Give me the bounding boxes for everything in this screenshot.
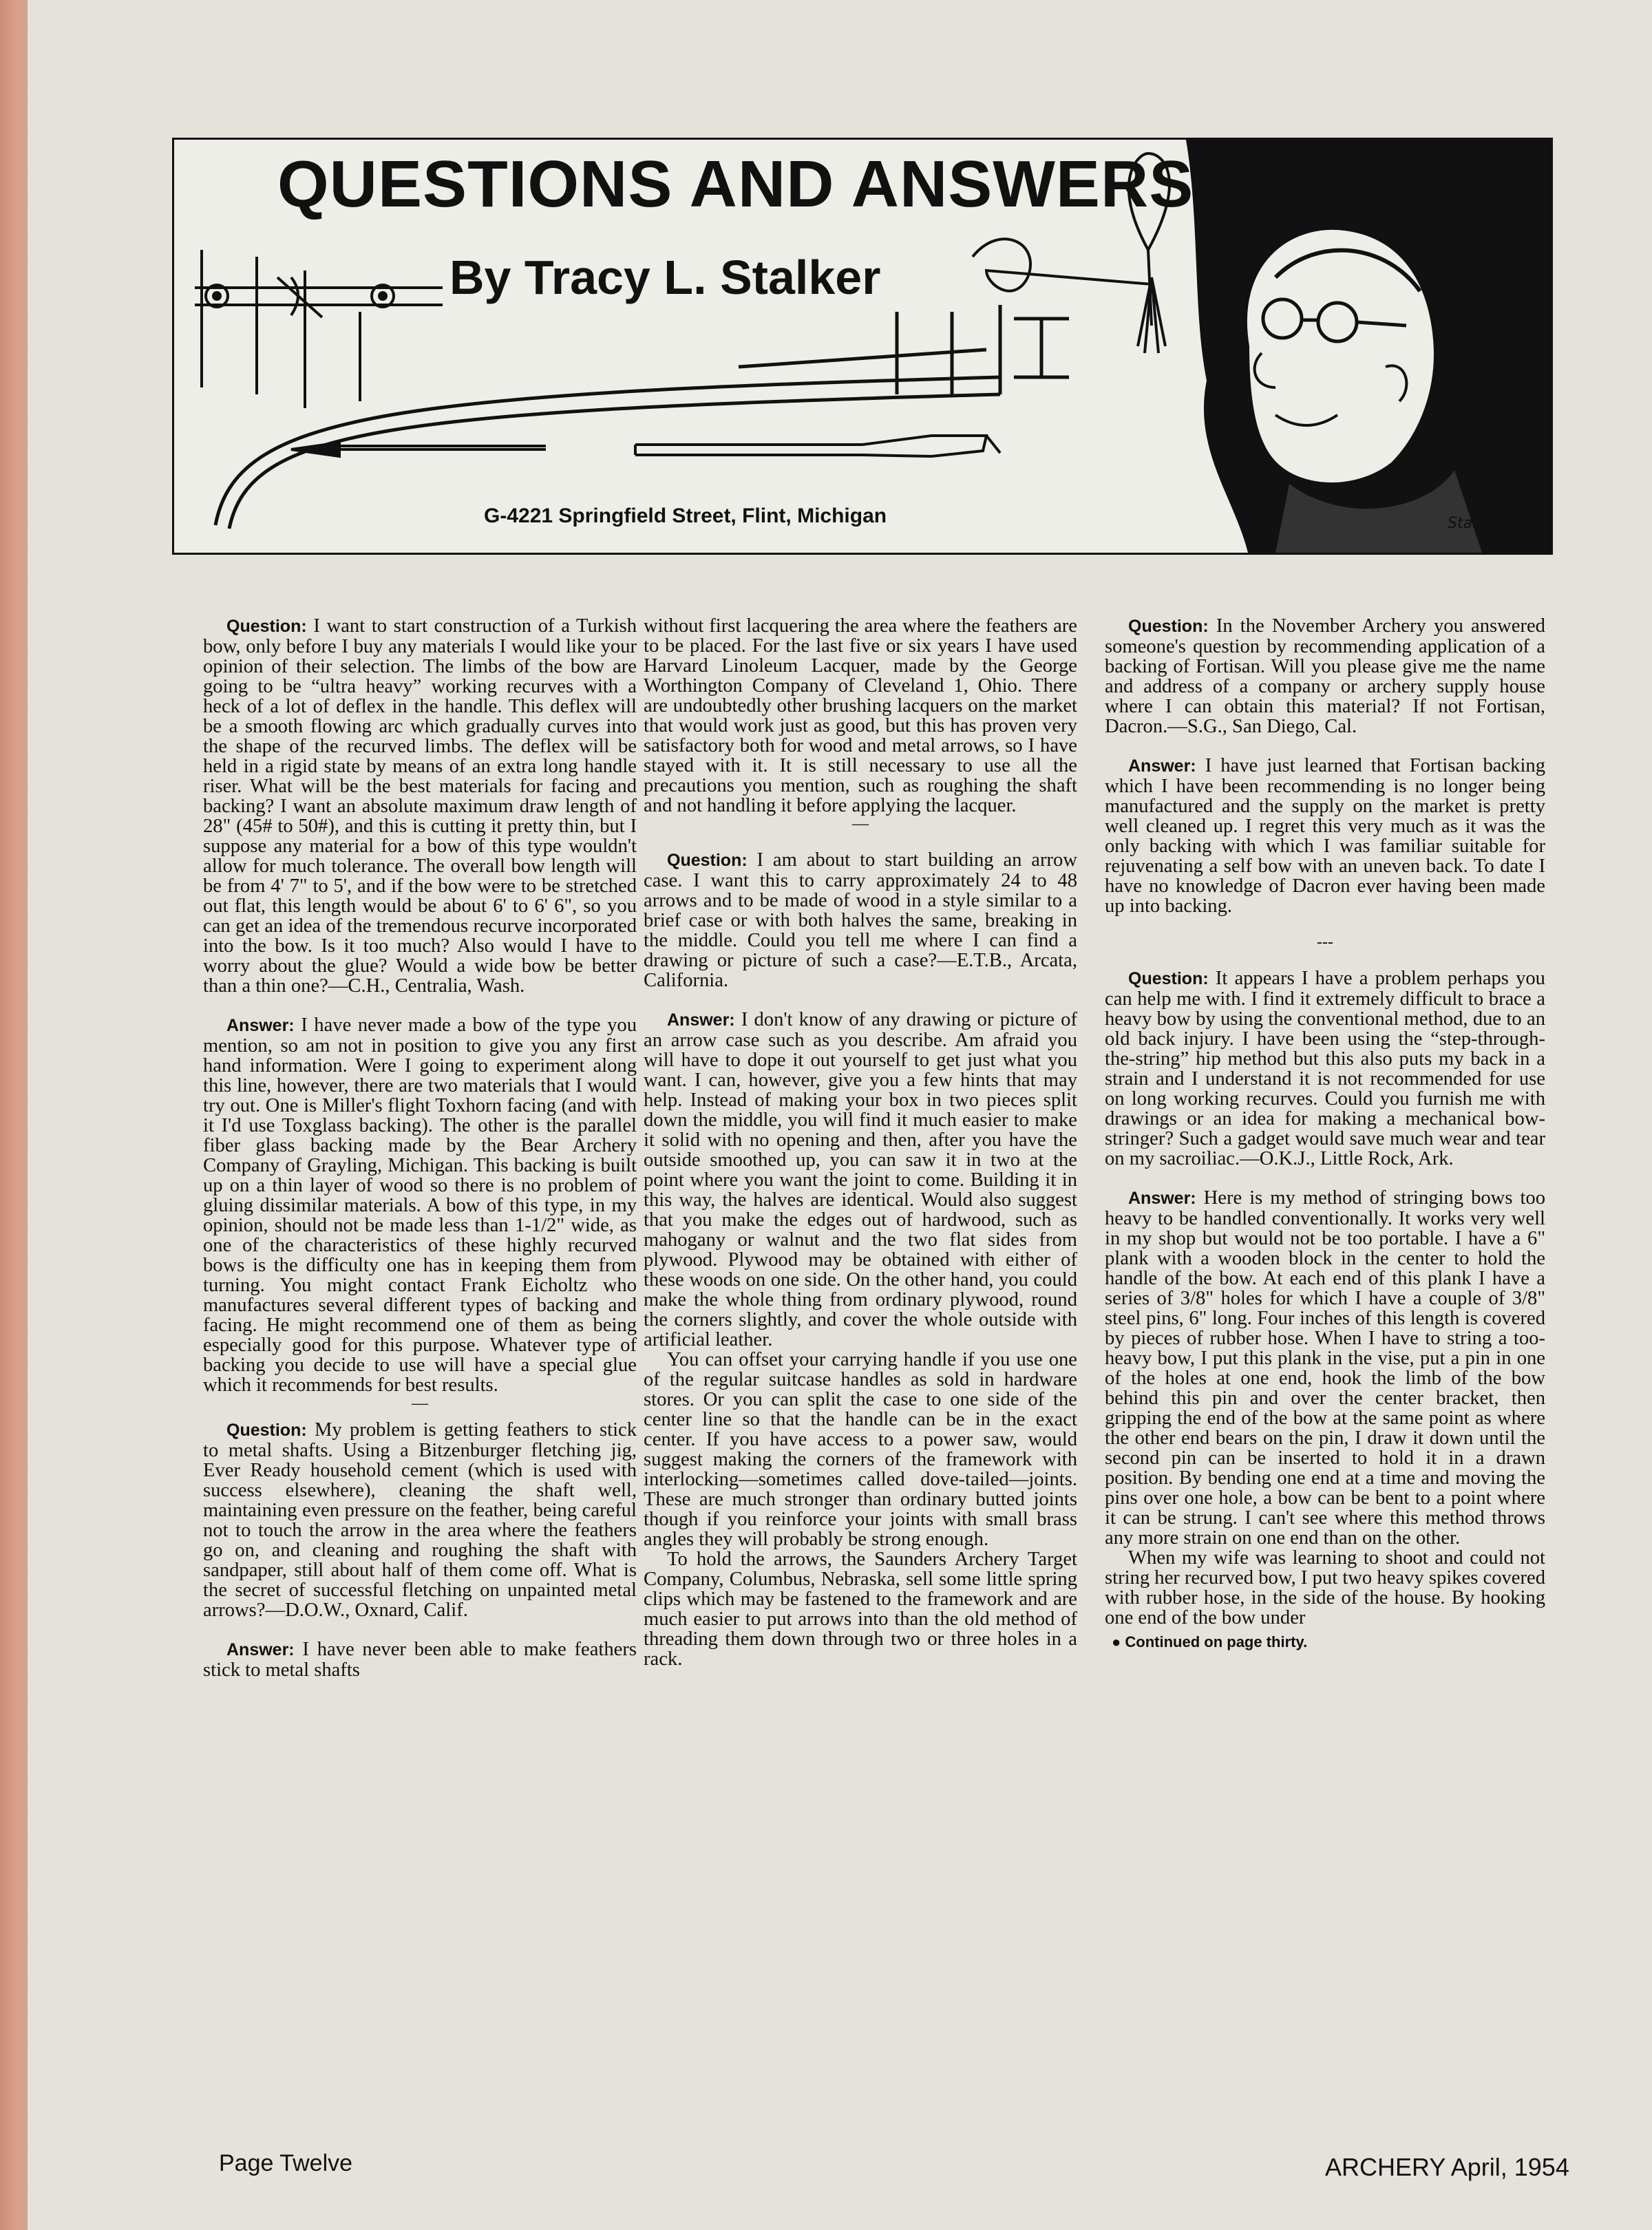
- answer-text: I have just learned that Fortisan backing which I have been recommending is no longer being manufactured and the supply on the market is pretty well cleaned up. I regret this very much as it was the only backing with which I was familiar suitable for rejuvenating a self bow with an uneven back. To date I have no knowledge of Dacron ever having been made up into backing.: [1105, 755, 1545, 917]
- answer-paragraph: [203, 1015, 637, 1395]
- answer-label: Answer:: [1128, 1189, 1196, 1208]
- answer-paragraph: [644, 1010, 1077, 1350]
- page-number: Page Twelve: [219, 2150, 353, 2176]
- author-byline: By Tracy L. Stalker: [449, 251, 881, 304]
- section-divider: ---: [1317, 933, 1333, 951]
- issue-footer: ARCHERY April, 1954: [1325, 2153, 1569, 2181]
- question-paragraph: [644, 850, 1077, 990]
- question-label: Question:: [1128, 617, 1209, 636]
- question-paragraph: [203, 1420, 637, 1620]
- answer-label: Answer:: [226, 1640, 295, 1659]
- answer-paragraph: [1105, 756, 1545, 916]
- question-text: In the November Archery you answered someone's question by recommending application of a backing of Fortisan. Will you please give me the name and address of a company or archery supply house where I can obtain this material? If not Fortisan, Dacron.—S.G., San Diego, Cal.: [1105, 615, 1545, 737]
- question-text: I want to start construction of a Turkish bow, only before I buy any materials I would like your opinion of their selection. The limbs of the bow are going to be “ultra heavy” working recurves with a heck of a lot of deflex in the handle. This deflex will be a smooth flowing arc which gradually curves into the shape of the recurved limbs. The deflex will be held in a rigid state by means of an extra long handle riser. What will be the best materials for facing and backing? I want an absolute maximum draw length of 28" (45# to 50#), and this is cutting it pretty thin, but I suppose any material for a bow of this type wouldn't allow for much tolerance. The overall bow length will be from 4' 7" to 5', and if the bow were to be stretched out flat, this length would be about 6' to 6' 6", so you can get an idea of the tremendous recurve incorporated into the bow. Is it too much? Also would I have to worry about the glue? Would a wide bow be better than a thin one?—C.H., Centralia, Wash.: [203, 615, 637, 997]
- question-paragraph: [1105, 968, 1545, 1169]
- question-text: My problem is getting feathers to stick to metal shafts. Using a Bitzenburger fletching jig, Ever Ready household cement (which is used with success elsewhere), cleaning the shaft well, maintaining even pressure on the feather, being careful not to touch the arrow in the area where the feathers go on, and cleaning and roughing the shaft with sandpaper, still about half of them come off. What is the secret of successful fletching on unpainted metal arrows?—D.O.W., Oxnard, Calif.: [203, 1419, 637, 1621]
- continued-notice: ● Continued on page thirty.: [1112, 1633, 1308, 1650]
- question-text: It appears I have a problem perhaps you can help me with. I find it extremely difficult to brace a heavy bow by using the conventional method, due to an old back injury. I have been using the “step-through-the-string” hip method but this also puts my back in a strain and I understand it is not recommended for use on long working recurves. Could you furnish me with drawings or an idea for making a mechanical bow-stringer? Such a gadget would save much wear and tear on my sacroiliac.—O.K.J., Little Rock, Ark.: [1105, 968, 1545, 1169]
- page-title: QUESTIONS AND ANSWERS: [277, 147, 1194, 221]
- question-label: Question:: [226, 617, 307, 636]
- answer-label: Answer:: [226, 1016, 295, 1035]
- column-2: [644, 616, 1077, 1669]
- answer-text: I have never made a bow of the type you mention, so am not in position to give you any first hand information. Were I going to experiment along this line, however, there are two materials that I would try out. One is Miller's flight Toxhorn facing (and with it I'd use Toxglass backing). The other is the parallel fiber glass backing made by the Bear Archery Company of Grayling, Michigan. This backing is built up on a thin layer of wood so there is no problem of gluing dissimilar materials. A bow of this type, in my opinion, should not be made less than 1-1/2" wide, as one of the characteristics of these highly recurved bows is the difficulty one has in keeping them from turning. You might contact Frank Eicholtz who manufactures several different types of backing and facing. He might recommend one of them as being especially good for this purpose. Whatever type of backing you decide to use will have a special glue which it recommends for best results.: [203, 1015, 637, 1396]
- section-divider: —: [852, 815, 869, 833]
- bow-handle-diagram: [195, 250, 443, 408]
- artist-signature: Stalker: [1448, 515, 1501, 532]
- column-3: [1105, 616, 1545, 1652]
- answer-paragraph-2: You can offset your carrying handle if you use one of the regular suitcase handles as sold in hardware stores. Or you can split the case to one side of the center line so that the handle can be in the exact center. If you have access to a power saw, would suggest making the corners of the framework with interlocking—sometimes called dove-tailed—joints. These are much stronger than ordinary butted joints though if you reinforce your joints with small brass angles they will probably be strong enough.: [644, 1349, 1077, 1550]
- answer-text: I have never been able to make feathers stick to metal shafts: [203, 1639, 637, 1681]
- answer-paragraph-2: When my wife was learning to shoot and could not string her recurved bow, I put two heavy spikes covered with rubber hose, in the side of the house. By hooking one end of the bow under: [1105, 1547, 1545, 1628]
- column-1: [203, 616, 637, 1680]
- answer-text: I don't know of any drawing or picture of an arrow case such as you describe. Am afraid you will have to dope it out yourself to get just what you want. I can, however, give you a few hints that may help. Instead of making your box in two pieces split down the middle, you will find it much easier to make it solid with no opening and then, after you have the outside smoothed up, you can saw it in two at the point where you want the joint to come. Building it in this way, the halves are identical. Would also suggest that you make the edges out of hardwood, such as mahogany or walnut and the two flat sides from plywood. Plywood may be obtained with either of these woods on one side. On the other hand, you could make the whole thing from ordinary plywood, round the corners slightly, and cover the whole outside with artificial leather.: [644, 1009, 1077, 1350]
- question-label: Question:: [1128, 969, 1209, 988]
- author-portrait: [1186, 140, 1551, 553]
- answer-text: Here is my method of stringing bows too heavy to be handled conventionally. It works very well in my shop but would not be too portable. I have a 6" plank with a wooden block in the center to hold the handle of the bow. At each end of this plank I have a series of 3/8" holes for which I have a couple of 3/8" steel pins, 6" long. Four inches of this length is covered by pieces of rubber hose. When I have to string a too-heavy bow, I put this plank in the vise, put a pin in one of the holes at one end, hook the limb of the bow behind this pin and over the center bracket, then gripping the end of the bow at the same point as where the other end bears on the pin, I draw it down until the second pin can be inserted to hold it in a drawn position. By bending one end at a time and moving the pins over one hole, a bow can be bent to a point where it can be strung. I can't see where this method throws any more strain on one end than on the other.: [1105, 1187, 1545, 1549]
- question-paragraph: [203, 616, 637, 996]
- binding-edge: [0, 0, 28, 2230]
- bow-limb-drawing: [215, 305, 1069, 529]
- answer-paragraph: [203, 1639, 637, 1680]
- answer-paragraph-3: To hold the arrows, the Saunders Archery Target Company, Columbus, Nebraska, sell some little spring clips which may be fastened to the framework and are much easier to put arrows into than the old method of threading them down through two or three holes in a rack.: [644, 1549, 1077, 1670]
- question-label: Question:: [226, 1421, 307, 1440]
- header-banner: [172, 138, 1553, 555]
- question-label: Question:: [667, 851, 748, 870]
- section-divider: —: [412, 1394, 428, 1412]
- question-text: I am about to start building an arrow case. I want this to carry approximately 24 to 48 arrows and to be made of wood in a style similar to a brief case or with both halves the same, breaking in the middle. Could you tell me where I can find a drawing or picture of such a case?—E.T.B., Arcata, California.: [644, 849, 1077, 991]
- arrow-drawing: [291, 436, 1000, 456]
- answer-label: Answer:: [1128, 756, 1196, 776]
- answer-paragraph: [1105, 1188, 1545, 1548]
- answer-continuation: without first lacquering the area where the feathers are to be placed. For the last five or six years I have used Harvard Linoleum Lacquer, made by the George Worthington Company of Cleveland 1, Ohio. There are undoubtedly other brushing lacquers on the market that would work just as good, but this has proven very satisfactory both for wood and metal arrows, so I have stayed with it. It is still necessary to use all the precautions you mention, such as roughing the shaft and not handling it before applying the lacquer.: [644, 615, 1077, 816]
- question-paragraph: [1105, 616, 1545, 736]
- answer-label: Answer:: [667, 1010, 735, 1030]
- author-address: G-4221 Springfield Street, Flint, Michigan: [484, 505, 887, 527]
